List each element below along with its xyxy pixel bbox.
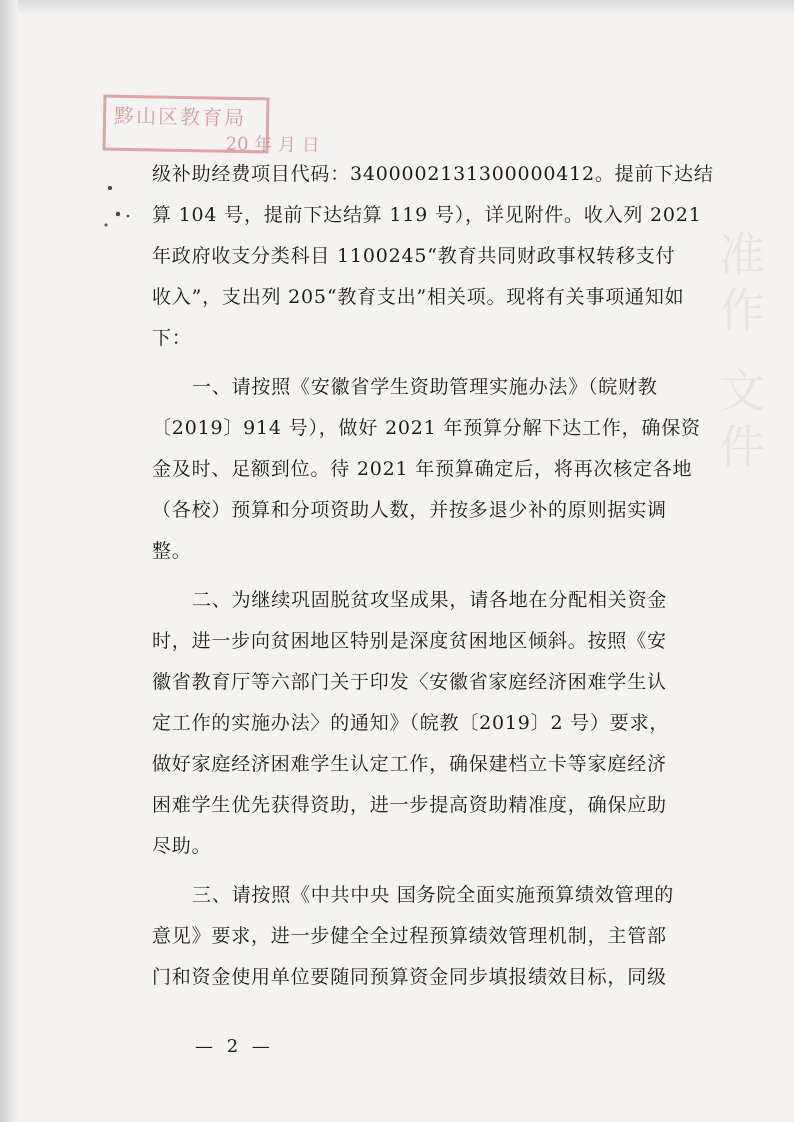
stamp-org-name: 黟山区教育局 [113,103,247,131]
text-line: 金及时、足额到位。待 2021 年预算确定后，将再次核定各地 [152,458,693,480]
paragraph-item-3 [152,875,712,998]
text-line: 整。 [152,540,192,562]
official-seal-stamp [103,95,320,157]
text-line: 级补助经费项目代码：3400002131300000412。提前下达结 [152,163,714,185]
speck [108,186,112,190]
paragraph-intro [152,154,712,359]
text-line: 下： [152,327,192,349]
text-line: 徽省教育厅等六部门关于印发〈安徽省家庭经济困难学生认 [152,671,667,693]
text-line: 收入”，支出列 205“教育支出”相关项。现将有关事项通知如 [152,286,685,308]
bleed-through-watermark: 准作 文件 [712,230,766,479]
scan-left-edge [0,0,18,1122]
text-line: 年政府收支分类科目 1100245“教育共同财政事权转移支付 [152,245,676,267]
speck [116,212,120,216]
paragraph-item-2 [152,580,712,867]
text-line: 意见》要求，进一步健全全过程预算绩效管理机制，主管部 [152,925,667,947]
text-line: 尽助。 [152,835,212,857]
paragraph-item-1 [152,367,712,572]
speck [127,215,130,218]
stamp-date: 20 年 月 日 [225,133,320,157]
text-line: 算 104 号，提前下达结算 119 号），详见附件。收入列 2021 [152,204,702,226]
text-line: 定工作的实施办法〉的通知》（皖教〔2019〕2 号）要求， [152,712,670,734]
page-number: — 2 — [195,1036,274,1057]
text-line: 做好家庭经济困难学生认定工作，确保建档立卡等家庭经济 [152,753,667,775]
text-line: 困难学生优先获得资助，进一步提高资助精准度，确保应助 [152,794,667,816]
text-line: 二、为继续巩固脱贫攻坚成果，请各地在分配相关资金 [192,589,668,611]
scan-top-edge [0,0,794,14]
text-line: 一、请按照《安徽省学生资助管理实施办法》（皖财教 [192,376,658,398]
text-line: 门和资金使用单位要随同预算资金同步填报绩效目标，同级 [152,966,667,988]
text-line: 时，进一步向贫困地区特别是深度贫困地区倾斜。按照《安 [152,630,667,652]
text-line: 三、请按照《中共中央 国务院全面实施预算绩效管理的 [192,884,675,906]
speck [105,224,108,227]
text-line: 〔2019〕914 号），做好 2021 年预算分解下达工作，确保资 [152,417,701,439]
text-line: （各校）预算和分项资助人数，并按多退少补的原则据实调 [152,499,667,521]
scan-specks [100,170,140,230]
document-body [152,154,712,998]
